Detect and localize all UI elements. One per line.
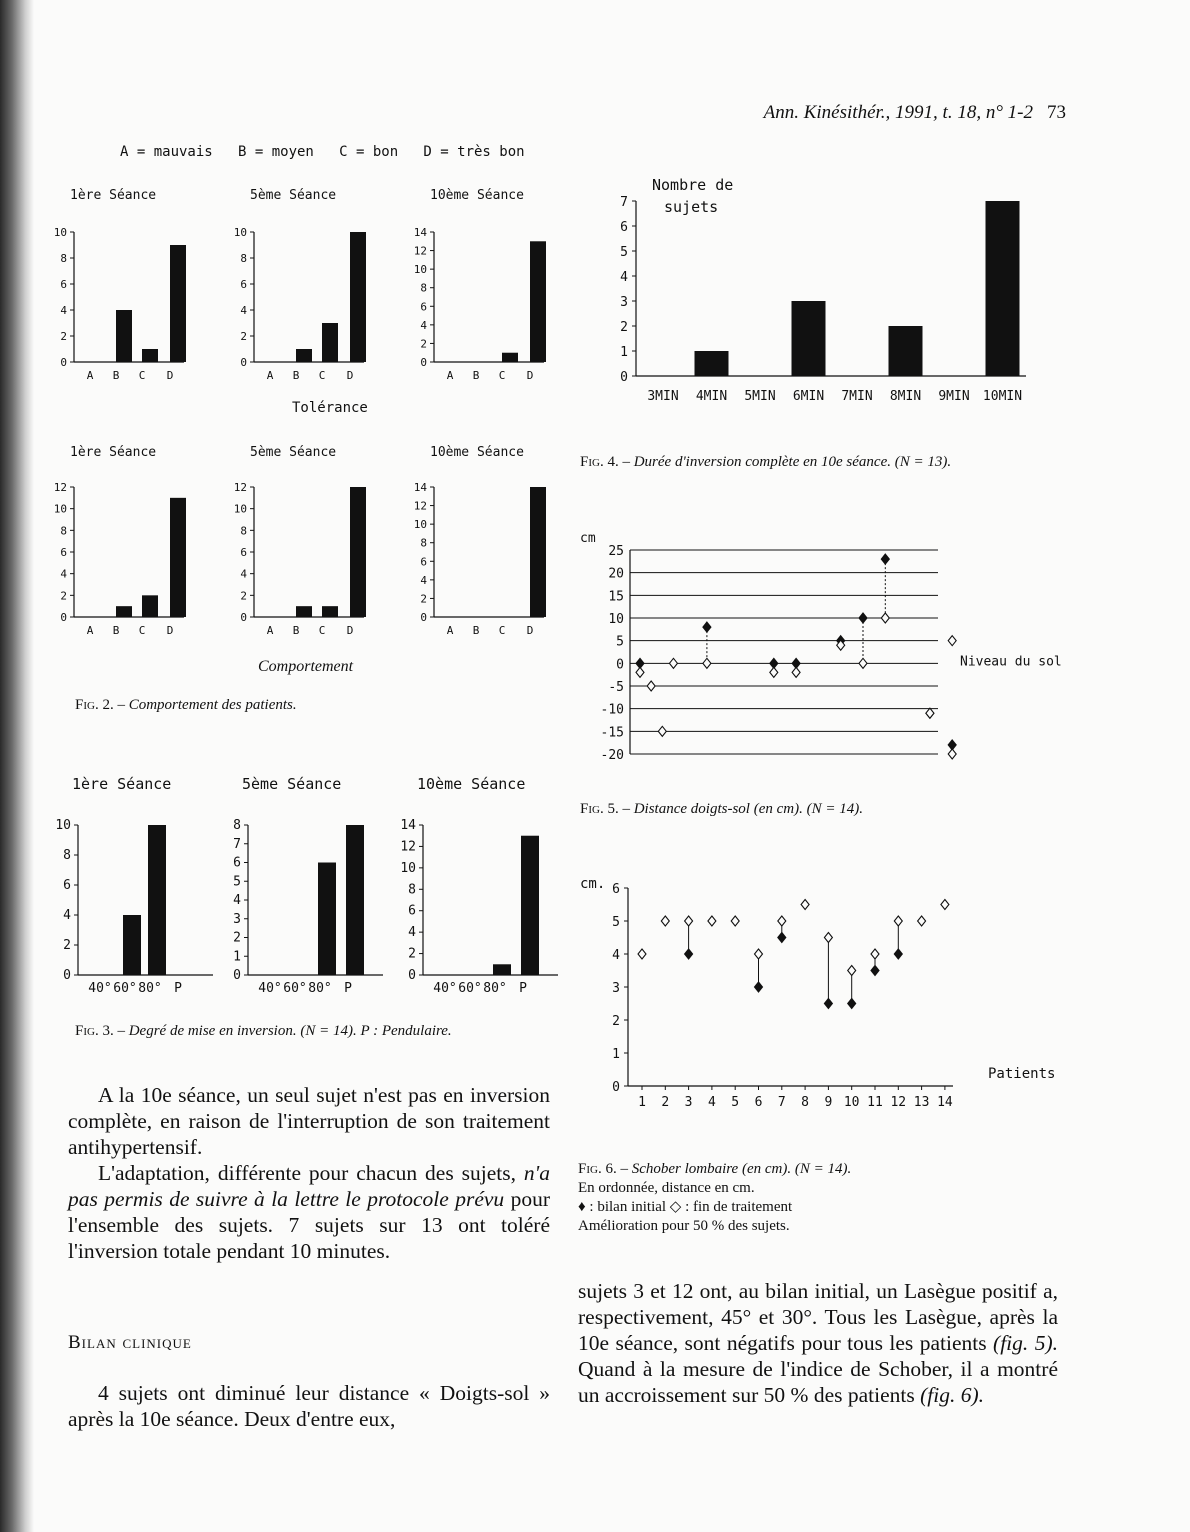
y-tick-label: 4 xyxy=(240,304,247,317)
y-tick-label: 2 xyxy=(240,589,247,603)
y-tick-label: 12 xyxy=(400,839,416,855)
fig6-reference: (fig. 6). xyxy=(920,1383,985,1407)
x-tick-label: C xyxy=(318,624,326,637)
y-tick-label: 8 xyxy=(420,536,427,550)
y-tick-label: 4 xyxy=(240,567,247,581)
fig4-caption xyxy=(580,454,951,471)
y-tick-label: 6 xyxy=(233,855,241,871)
y-tick-label: 2 xyxy=(612,1014,620,1029)
y-tick-label: 10 xyxy=(413,263,427,277)
fig2-chart-tolerance-seance1 xyxy=(50,185,230,395)
y-tick-label: 6 xyxy=(420,300,427,314)
fig2-chart-tolerance-seance10 xyxy=(410,185,590,395)
comportement-label: Comportement xyxy=(258,658,354,675)
y-tick-label: 10 xyxy=(608,612,624,627)
y-tick-label: 12 xyxy=(233,481,247,494)
y-axis-label-line2: sujets xyxy=(664,198,719,216)
x-tick-label: 8 xyxy=(801,1095,810,1110)
point-open xyxy=(770,667,778,677)
fig6-caption xyxy=(578,1160,851,1236)
chart-title: 10ème Séance xyxy=(417,775,526,793)
y-tick-label: 4 xyxy=(420,573,427,587)
y-tick-label: 0 xyxy=(60,611,67,624)
y-axis-label-line1: Nombre de xyxy=(652,176,734,194)
point-filled xyxy=(881,554,889,564)
y-tick-label: 0 xyxy=(620,370,628,385)
fig2-caption xyxy=(75,697,297,714)
y-tick-label: 7 xyxy=(620,195,628,210)
x-tick-label: D xyxy=(346,624,354,637)
chart-title: 5ème Séance xyxy=(250,188,337,203)
chart-title: 10ème Séance xyxy=(430,445,524,460)
point-open xyxy=(871,949,879,959)
y-tick-label: 0 xyxy=(408,968,416,983)
y-tick-label: 5 xyxy=(612,915,620,930)
y-tick-label: 10 xyxy=(55,818,71,833)
x-tick-label: 2 xyxy=(661,1095,670,1110)
x-tick-label: A xyxy=(86,369,94,382)
bar xyxy=(350,232,366,362)
bar xyxy=(322,606,338,617)
point-open xyxy=(703,658,711,668)
x-tick-label: A xyxy=(446,369,454,382)
x-tick-label: D xyxy=(166,624,174,637)
x-tick-label: 80° xyxy=(138,981,162,996)
x-tick-label: A xyxy=(266,624,274,637)
bar xyxy=(530,241,546,362)
bar xyxy=(296,349,312,362)
x-tick-label: 80° xyxy=(308,981,332,996)
x-tick-label: D xyxy=(526,369,534,382)
x-tick-label: 11 xyxy=(867,1095,883,1110)
y-tick-label: -15 xyxy=(600,725,624,741)
fig2-chart-comportement-seance1 xyxy=(50,442,230,652)
point-open xyxy=(731,916,739,926)
x-tick-label: 1 xyxy=(638,1095,646,1110)
bar xyxy=(502,353,518,362)
fig3-caption-label: Fig. 3. xyxy=(75,1023,114,1039)
y-tick-label: 20 xyxy=(608,566,624,582)
x-tick-label: D xyxy=(166,369,174,382)
y-tick-label: 1 xyxy=(612,1047,620,1062)
fig6-caption-line3: ♦ : bilan initial ◇ : fin de traitement xyxy=(578,1199,793,1215)
adaptation-emphasis: n'a pas permis de suivre à la lettre le protocole prévu xyxy=(68,1161,550,1211)
fig6-caption-label: Fig. 6. xyxy=(578,1161,617,1177)
x-tick-label: 9 xyxy=(824,1095,833,1110)
x-tick-label: C xyxy=(498,369,506,382)
bar xyxy=(142,349,158,362)
ground-level-label: Niveau du sol xyxy=(960,654,1062,670)
bar xyxy=(530,487,546,617)
bar xyxy=(792,301,826,376)
point-open xyxy=(669,658,677,668)
y-tick-label: 0 xyxy=(240,356,247,369)
fig2-chart-comportement-seance5 xyxy=(230,442,410,652)
lasegue-text-a: sujets 3 et 12 ont, au bilan initial, un Lasègue positif a, respectivement, 45° et 30°. Tous les Lasègue, après la 10e séance, sont négatifs pour tous les patients xyxy=(578,1279,1058,1355)
x-tick-label: 6 xyxy=(754,1095,763,1110)
book-spine-shadow xyxy=(0,0,34,1532)
x-tick-label: D xyxy=(526,624,534,637)
x-tick-label: B xyxy=(472,369,480,382)
point-open xyxy=(859,658,867,668)
lasegue-text-b: Quand à la mesure de l'indice de Schober, il a montré un accroissement sur 50 % des patients xyxy=(578,1357,1058,1407)
y-axis-unit: cm. xyxy=(580,876,606,892)
chart-title: 5ème Séance xyxy=(250,445,337,460)
bar xyxy=(493,964,511,975)
x-tick-label: B xyxy=(112,624,120,637)
y-tick-label: 8 xyxy=(233,818,241,833)
y-tick-label: 8 xyxy=(60,252,67,265)
point-open xyxy=(708,916,716,926)
x-tick-label: 5 xyxy=(731,1095,740,1110)
x-tick-label: A xyxy=(86,624,94,637)
y-tick-label: -10 xyxy=(600,702,624,718)
point-open xyxy=(948,749,956,759)
x-tick-label: P xyxy=(344,981,352,996)
fig4-caption-text: – Durée d'inversion complète en 10e séance. (N = 13). xyxy=(622,454,952,470)
x-tick-label: A xyxy=(446,624,454,637)
point-open xyxy=(638,949,646,959)
fig2-chart-tolerance-seance5 xyxy=(230,185,410,395)
y-tick-label: 0 xyxy=(240,611,247,624)
y-tick-label: -20 xyxy=(600,748,624,763)
y-tick-label: -5 xyxy=(608,680,624,695)
paragraph-adaptation xyxy=(68,1160,550,1264)
y-tick-label: 0 xyxy=(233,968,241,983)
tolerance-label: Tolérance xyxy=(292,400,368,416)
x-tick-label: 9MIN xyxy=(938,389,970,404)
y-tick-label: 14 xyxy=(413,226,427,239)
fig6-chart xyxy=(580,872,1065,1112)
y-tick-label: 4 xyxy=(420,318,427,332)
fig5-caption-label: Fig. 5. xyxy=(580,801,619,817)
y-tick-label: 12 xyxy=(53,481,67,494)
fig4-chart xyxy=(580,170,1050,410)
y-tick-label: 6 xyxy=(612,882,620,897)
point-open xyxy=(918,916,926,926)
y-tick-label: 5 xyxy=(620,245,628,260)
bar xyxy=(170,245,186,362)
x-tick-label: B xyxy=(292,624,300,637)
x-tick-label: 40° xyxy=(258,981,282,996)
x-tick-label: 60° xyxy=(113,981,137,996)
y-tick-label: 2 xyxy=(420,592,427,606)
x-tick-label: C xyxy=(138,624,146,637)
x-tick-label: 3 xyxy=(684,1095,693,1110)
y-tick-label: 6 xyxy=(408,903,416,919)
y-tick-label: 7 xyxy=(233,836,241,852)
point-open xyxy=(792,667,800,677)
x-tick-label: 7MIN xyxy=(841,389,873,404)
y-tick-label: 6 xyxy=(240,278,247,291)
point-open xyxy=(685,916,693,926)
y-tick-label: 4 xyxy=(612,948,620,963)
x-tick-label: B xyxy=(112,369,120,382)
y-tick-label: 6 xyxy=(240,546,247,559)
x-tick-label: 12 xyxy=(890,1095,907,1110)
x-tick-label: P xyxy=(519,981,527,996)
y-tick-label: 2 xyxy=(620,320,628,335)
point-filled xyxy=(894,949,902,959)
x-tick-label: A xyxy=(266,369,274,382)
fig6-caption-line2: En ordonnée, distance en cm. xyxy=(578,1180,755,1196)
y-tick-label: 4 xyxy=(620,270,628,285)
y-tick-label: 4 xyxy=(63,908,71,923)
bar xyxy=(346,825,364,975)
y-tick-label: 12 xyxy=(413,244,427,258)
point-filled xyxy=(685,949,693,959)
x-tick-label: 40° xyxy=(433,981,457,996)
y-tick-label: 6 xyxy=(620,220,628,235)
x-tick-label: B xyxy=(472,624,480,637)
point-open xyxy=(894,916,902,926)
x-tick-label: D xyxy=(346,369,354,382)
y-tick-label: 2 xyxy=(60,589,67,603)
point-open xyxy=(848,966,856,976)
y-tick-label: 8 xyxy=(60,524,67,538)
fig3-caption-text: – Degré de mise en inversion. (N = 14). P : Pendulaire. xyxy=(117,1023,452,1039)
bar xyxy=(318,863,336,976)
y-tick-label: 14 xyxy=(400,818,416,833)
fig2-caption-text: – Comportement des patients. xyxy=(117,697,297,713)
point-filled xyxy=(703,622,711,632)
y-tick-label: 0 xyxy=(420,356,427,369)
bar xyxy=(148,825,166,975)
y-tick-label: 15 xyxy=(608,589,624,605)
y-tick-label: 10 xyxy=(233,502,247,516)
y-tick-label: 2 xyxy=(420,337,427,351)
fig3-chart-seance5 xyxy=(220,775,405,1010)
y-tick-label: 8 xyxy=(63,848,71,863)
y-tick-label: 4 xyxy=(233,893,241,908)
fig6-caption-line4: Amélioration pour 50 % des sujets. xyxy=(578,1218,790,1234)
bar xyxy=(695,351,729,376)
point-open xyxy=(661,916,669,926)
page-number: 73 xyxy=(1047,102,1066,123)
bar xyxy=(123,915,141,975)
y-tick-label: 0 xyxy=(420,611,427,624)
paragraph-inversion: A la 10e séance, un seul sujet n'est pas en inversion complète, en raison de l'interruption de son traitement antihypertensif. xyxy=(68,1083,550,1159)
fig2-legend: A = mauvais B = moyen C = bon D = très bon xyxy=(120,144,525,160)
running-header xyxy=(764,102,1066,124)
left-column-text-2 xyxy=(68,1380,550,1432)
y-tick-label: 25 xyxy=(608,544,624,559)
x-tick-label: 80° xyxy=(483,981,507,996)
point-open xyxy=(948,636,956,646)
fig3-caption xyxy=(75,1023,452,1040)
y-tick-label: 3 xyxy=(620,295,628,310)
y-tick-label: 6 xyxy=(420,555,427,569)
bar xyxy=(986,201,1020,376)
fig3-chart-seance1 xyxy=(50,775,235,1010)
y-tick-label: 6 xyxy=(60,546,67,559)
y-tick-label: 8 xyxy=(420,281,427,295)
x-tick-label: 10MIN xyxy=(982,389,1023,404)
point-open xyxy=(926,708,934,718)
x-tick-label: 7 xyxy=(777,1095,786,1110)
paragraph-lasegue xyxy=(578,1278,1058,1408)
fig3-chart-seance10 xyxy=(395,775,580,1010)
right-column-text xyxy=(578,1278,1058,1408)
x-tick-label: 5MIN xyxy=(744,389,776,404)
bar xyxy=(116,606,132,617)
bar xyxy=(142,595,158,617)
fig2-caption-label: Fig. 2. xyxy=(75,697,114,713)
section-heading-bilan-clinique: Bilan clinique xyxy=(68,1332,192,1353)
x-tick-label: 40° xyxy=(88,981,112,996)
point-open xyxy=(658,726,666,736)
bar xyxy=(350,487,366,617)
fig6-caption-text: – Schober lombaire (en cm). (N = 14). xyxy=(620,1161,852,1177)
y-tick-label: 2 xyxy=(63,938,71,953)
y-tick-label: 4 xyxy=(408,925,416,941)
x-tick-label: 13 xyxy=(913,1095,930,1110)
bar xyxy=(889,326,923,376)
x-axis-label: Patients xyxy=(988,1066,1056,1082)
left-column-text xyxy=(68,1082,550,1264)
point-open xyxy=(801,900,809,910)
x-tick-label: C xyxy=(318,369,326,382)
x-tick-label: 10 xyxy=(843,1095,860,1110)
y-tick-label: 0 xyxy=(612,1080,620,1095)
fig5-caption-text: – Distance doigts-sol (en cm). (N = 14). xyxy=(622,801,863,817)
x-tick-label: 60° xyxy=(458,981,482,996)
x-tick-label: 3MIN xyxy=(647,389,679,404)
chart-title: 1ère Séance xyxy=(72,775,172,793)
y-tick-label: 14 xyxy=(413,481,427,494)
point-open xyxy=(824,933,832,943)
x-tick-label: B xyxy=(292,369,300,382)
y-tick-label: 1 xyxy=(620,345,628,360)
paragraph-doigts-sol: 4 sujets ont diminué leur distance « Doigts-sol » après la 10e séance. Deux d'entre eux, xyxy=(68,1381,550,1431)
y-tick-label: 8 xyxy=(240,252,247,265)
point-filled xyxy=(755,982,763,992)
bar xyxy=(116,310,132,362)
x-tick-label: 14 xyxy=(937,1095,953,1110)
adaptation-text-b: pour l'ensemble des sujets. 7 sujets sur 13 ont toléré l'inversion totale pendant 10 minutes. xyxy=(68,1187,550,1263)
y-tick-label: 0 xyxy=(616,657,624,673)
fig5-reference: (fig. 5). xyxy=(993,1331,1058,1355)
y-tick-label: 6 xyxy=(60,278,67,291)
y-tick-label: 8 xyxy=(240,524,247,538)
bar xyxy=(521,836,539,975)
x-tick-label: C xyxy=(138,369,146,382)
fig5-chart xyxy=(578,528,1078,768)
y-tick-label: 0 xyxy=(60,356,67,369)
y-tick-label: 6 xyxy=(63,878,71,893)
point-filled xyxy=(824,999,832,1009)
x-tick-label: 8MIN xyxy=(889,389,922,404)
point-filled xyxy=(778,933,786,943)
y-tick-label: 4 xyxy=(60,567,67,581)
y-axis-unit: cm xyxy=(580,531,596,546)
point-open xyxy=(881,613,889,623)
point-open xyxy=(941,900,949,910)
point-open xyxy=(778,916,786,926)
bar xyxy=(170,498,186,617)
y-tick-label: 10 xyxy=(53,226,67,239)
point-open xyxy=(647,681,655,691)
y-tick-label: 2 xyxy=(60,330,67,343)
x-tick-label: 4 xyxy=(707,1095,716,1110)
y-tick-label: 5 xyxy=(616,634,624,650)
point-filled xyxy=(859,613,867,623)
fig5-caption xyxy=(580,801,863,818)
y-tick-label: 0 xyxy=(63,968,71,983)
x-tick-label: 4MIN xyxy=(695,389,728,404)
chart-title: 5ème Séance xyxy=(242,775,342,793)
bar xyxy=(296,606,312,617)
y-tick-label: 10 xyxy=(400,860,416,876)
y-tick-label: 10 xyxy=(233,226,247,239)
y-tick-label: 3 xyxy=(233,911,241,927)
y-tick-label: 12 xyxy=(413,499,427,513)
point-open xyxy=(755,949,763,959)
bar xyxy=(322,323,338,362)
chart-title: 1ère Séance xyxy=(70,445,157,460)
fig4-caption-label: Fig. 4. xyxy=(580,454,619,470)
y-tick-label: 5 xyxy=(233,874,241,890)
x-tick-label: C xyxy=(498,624,506,637)
y-tick-label: 2 xyxy=(408,946,416,962)
y-tick-label: 10 xyxy=(53,502,67,516)
x-tick-label: 60° xyxy=(283,981,307,996)
adaptation-text-a: L'adaptation, différente pour chacun des sujets, xyxy=(98,1161,524,1185)
y-tick-label: 1 xyxy=(233,949,241,965)
y-tick-label: 3 xyxy=(612,981,620,996)
y-tick-label: 2 xyxy=(240,330,247,343)
x-tick-label: 6MIN xyxy=(792,389,825,404)
y-tick-label: 2 xyxy=(233,930,241,946)
y-tick-label: 8 xyxy=(408,882,416,898)
x-tick-label: P xyxy=(174,981,182,996)
y-tick-label: 10 xyxy=(413,518,427,532)
chart-title: 10ème Séance xyxy=(430,188,524,203)
point-filled xyxy=(848,999,856,1009)
y-tick-label: 4 xyxy=(60,304,67,317)
point-filled xyxy=(871,966,879,976)
fig2-chart-comportement-seance10 xyxy=(410,442,590,652)
point-open xyxy=(636,667,644,677)
chart-title: 1ère Séance xyxy=(70,188,157,203)
journal-reference: Ann. Kinésithér., 1991, t. 18, n° 1-2 xyxy=(763,102,1033,123)
